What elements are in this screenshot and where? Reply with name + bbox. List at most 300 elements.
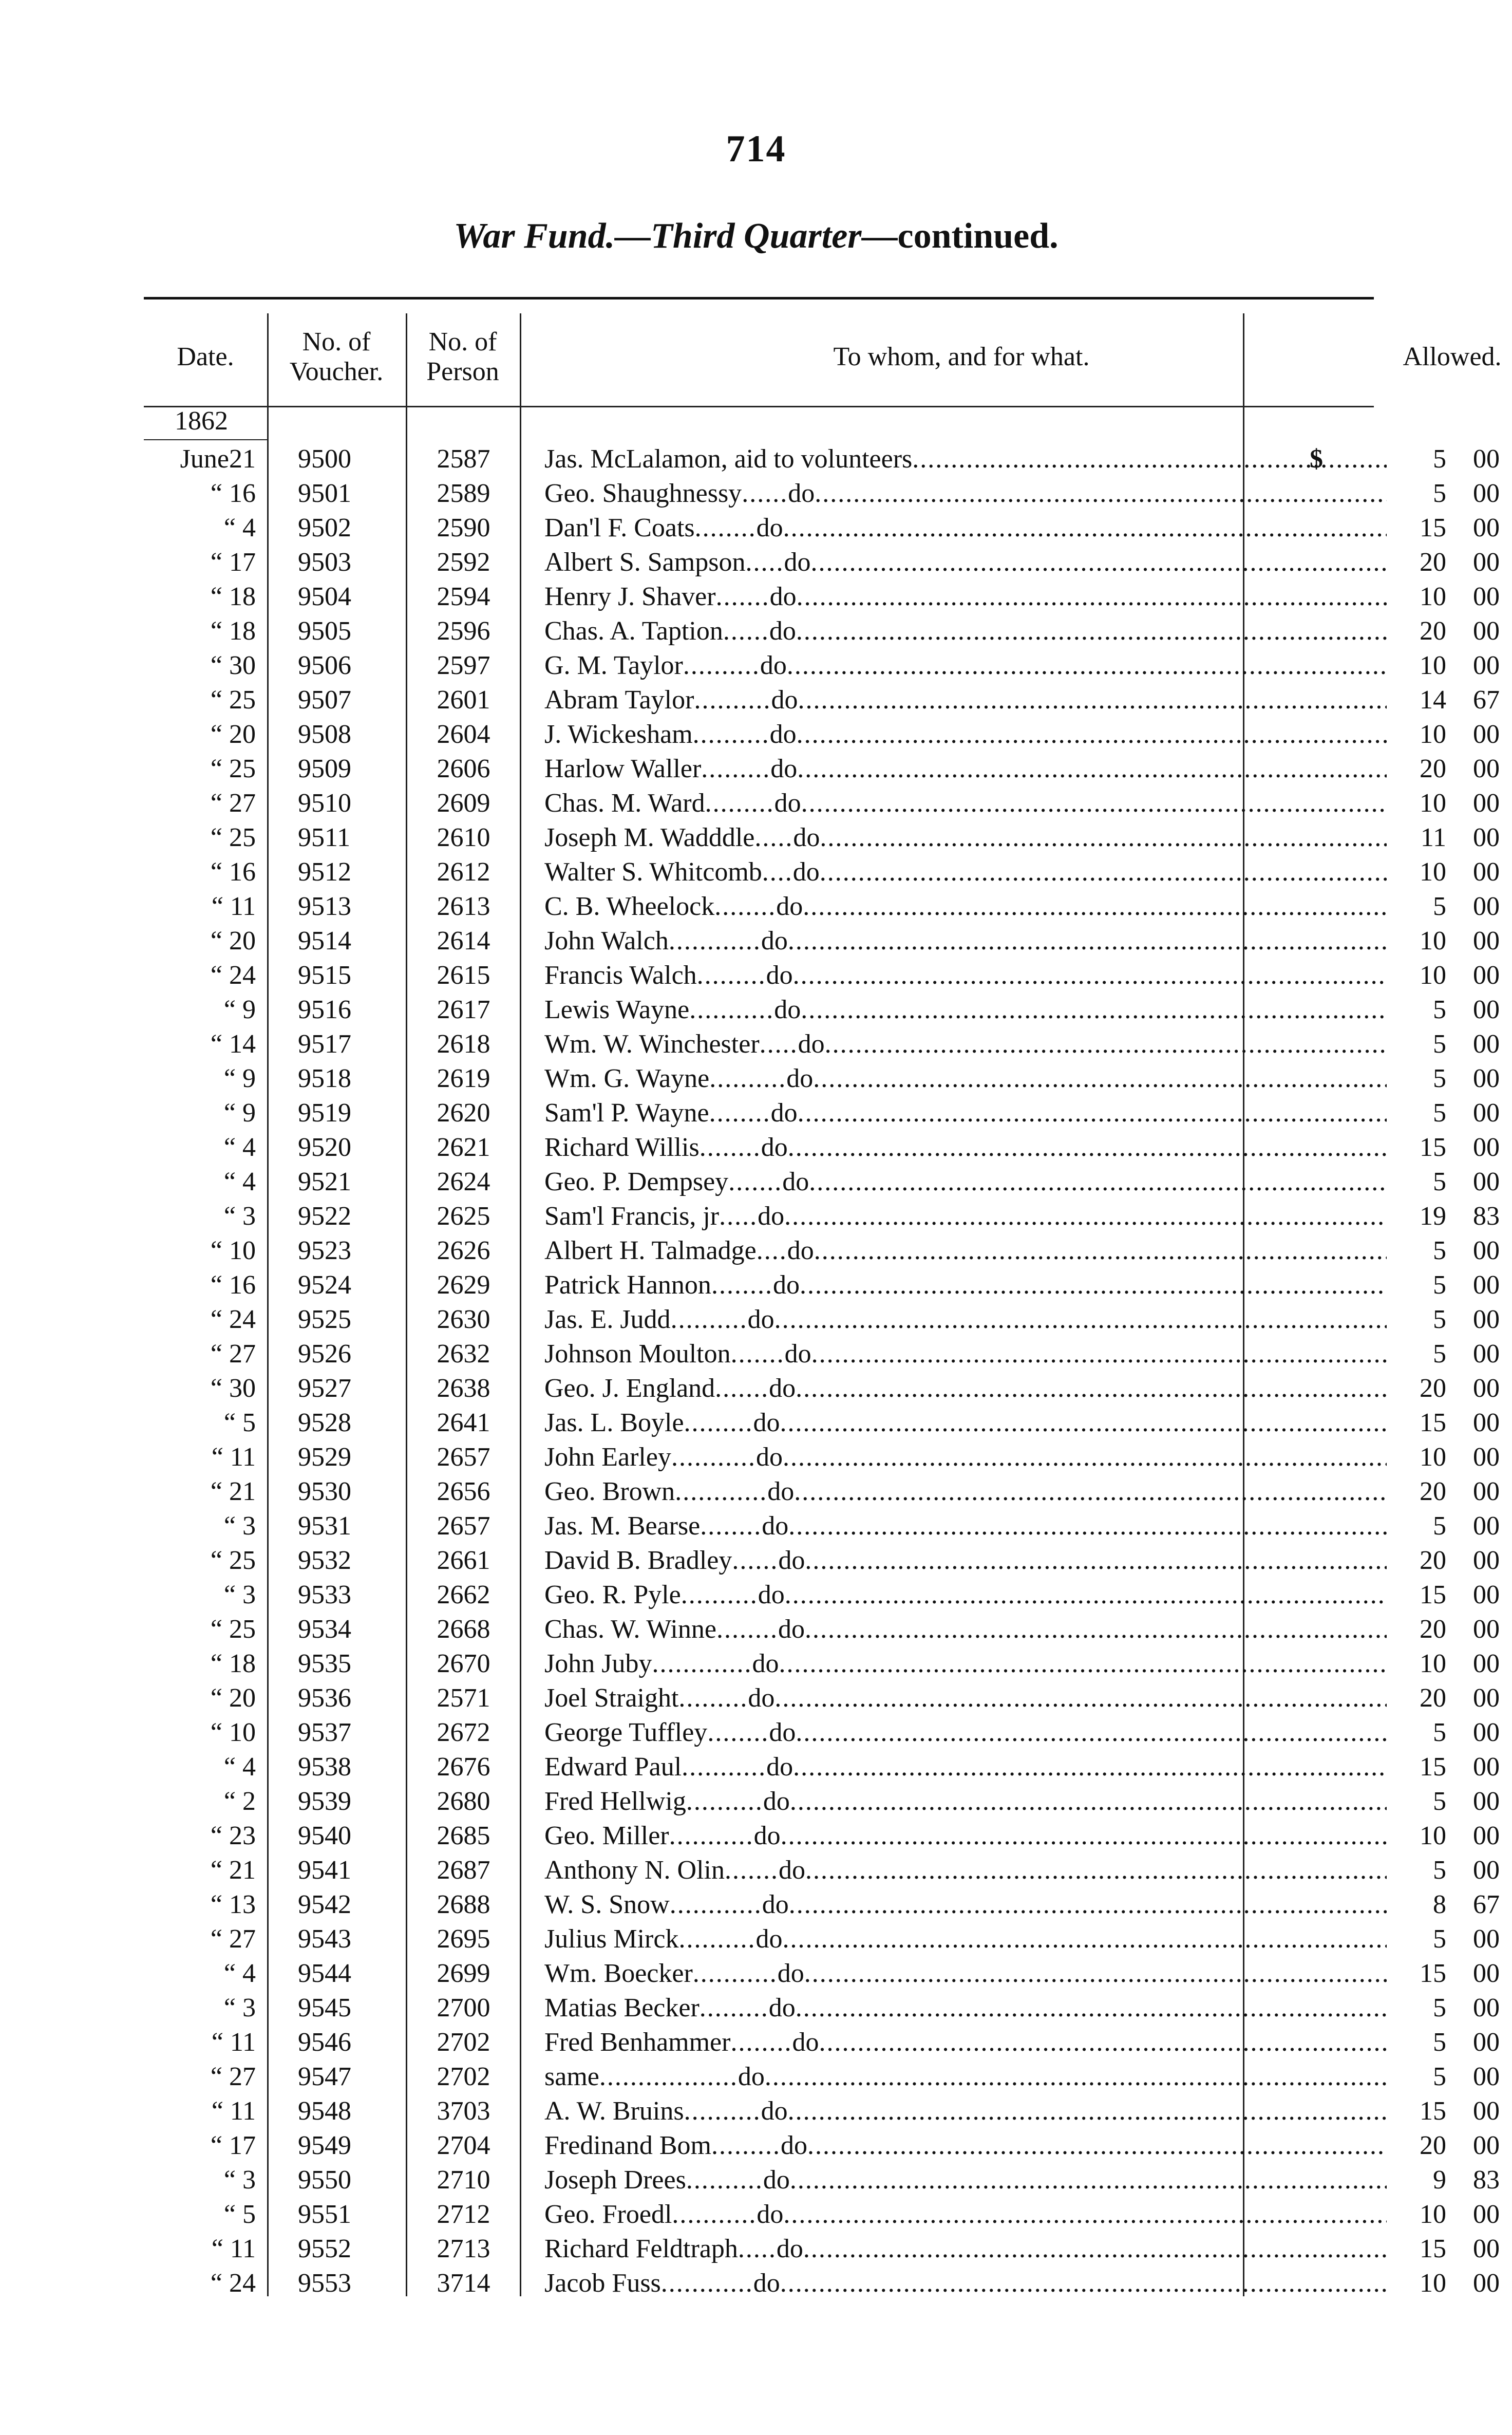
- row-leader: [788, 926, 1387, 956]
- row-dollars: 5: [1433, 1167, 1446, 1196]
- row-leader-pre: ......: [732, 1546, 779, 1575]
- row-name: Jas. M. Bearse: [544, 1511, 701, 1541]
- row-do: do: [784, 1339, 811, 1369]
- row-person: 2609: [437, 789, 490, 818]
- row-do: do: [770, 1098, 798, 1128]
- row-whom: [544, 1061, 1387, 1096]
- row-cents: 00: [1473, 857, 1500, 887]
- row-leader-pre: .......: [730, 1339, 785, 1369]
- table-row: [144, 786, 1500, 820]
- row-cents: 00: [1473, 2269, 1500, 2298]
- row-name: Lewis Wayne: [544, 995, 690, 1024]
- row-whom: [544, 1543, 1387, 1578]
- row-cents: 00: [1473, 444, 1500, 474]
- row-whom: [544, 1199, 1387, 1233]
- row-leader-pre: .........: [705, 789, 774, 818]
- row-dollars: 20: [1420, 1374, 1446, 1403]
- row-leader-pre: ..........: [683, 651, 760, 680]
- row-leader-pre: ............: [660, 2269, 753, 2298]
- row-leader-pre: .....: [738, 2234, 777, 2263]
- row-person: 2606: [437, 754, 490, 783]
- row-dollars: 5: [1433, 479, 1446, 508]
- row-leader-pre: .............: [652, 1649, 752, 1678]
- row-do: do: [778, 1546, 805, 1575]
- row-leader-pre: ....: [762, 857, 793, 887]
- row-name: Albert S. Sampson: [544, 548, 746, 577]
- row-leader: [788, 1133, 1387, 1162]
- row-dollars: 5: [1433, 1511, 1446, 1541]
- row-leader: [811, 1339, 1387, 1369]
- row-amount: [1335, 1543, 1500, 1578]
- row-date: “ 16: [210, 857, 256, 887]
- row-person: 2702: [437, 2028, 490, 2057]
- row-leader-pre: ........: [714, 892, 777, 921]
- row-person: 2687: [437, 1856, 490, 1885]
- row-name: Sam'l P. Wayne: [544, 1098, 709, 1128]
- row-dollars: 10: [1420, 582, 1446, 611]
- page-title: [0, 216, 1512, 257]
- row-amount: [1335, 958, 1500, 992]
- row-voucher: 9541: [298, 1856, 351, 1885]
- row-date: “ 18: [210, 582, 256, 611]
- row-dollars: 5: [1433, 1787, 1446, 1816]
- row-leader: [790, 2165, 1387, 2195]
- row-name: Johnson Moulton: [544, 1339, 731, 1369]
- row-cents: 00: [1473, 479, 1500, 508]
- row-voucher: 9528: [298, 1408, 351, 1437]
- row-name: Wm. Boecker: [544, 1959, 693, 1988]
- row-person: 2657: [437, 1511, 490, 1541]
- row-voucher: 9548: [298, 2096, 351, 2126]
- row-amount: [1335, 1612, 1500, 1646]
- table-row: [144, 1061, 1500, 1096]
- row-do: do: [776, 2234, 803, 2263]
- table-row: [144, 1474, 1500, 1509]
- row-name: Fred Hellwig: [544, 1787, 686, 1816]
- row-cents: 00: [1473, 1993, 1500, 2022]
- row-leader-pre: ............: [668, 926, 761, 956]
- row-cents: 00: [1473, 1649, 1500, 1678]
- row-date: “ 4: [223, 1959, 256, 1988]
- row-whom: [544, 1853, 1387, 1887]
- row-dollars: 15: [1420, 2096, 1446, 2126]
- table-row: [144, 958, 1500, 992]
- row-name: Harlow Waller: [544, 754, 702, 783]
- row-dollars: 10: [1420, 651, 1446, 680]
- row-cents: 00: [1473, 1752, 1500, 1782]
- table-row: [144, 1750, 1500, 1784]
- row-dollars: 15: [1420, 513, 1446, 542]
- row-voucher: 9539: [298, 1787, 351, 1816]
- row-voucher: 9506: [298, 651, 351, 680]
- header-whom: [530, 313, 1393, 401]
- row-amount: [1335, 442, 1500, 476]
- table-row: [144, 1681, 1500, 1715]
- row-person: 2712: [437, 2200, 490, 2229]
- row-leader-pre: ..........: [670, 1305, 748, 1334]
- row-cents: 00: [1473, 892, 1500, 921]
- table-row: [144, 579, 1500, 614]
- table-row: [144, 2128, 1500, 2163]
- row-dollars: 5: [1433, 892, 1446, 921]
- table-row: [144, 511, 1500, 545]
- row-cents: 00: [1473, 548, 1500, 577]
- row-dollars: 10: [1420, 961, 1446, 990]
- row-cents: 00: [1473, 1856, 1500, 1885]
- row-dollars: 15: [1420, 2234, 1446, 2263]
- row-cents: 00: [1473, 1821, 1500, 1850]
- row-do: do: [755, 1443, 783, 1472]
- header-person-line2: Person: [426, 357, 499, 386]
- row-leader: [809, 1167, 1387, 1196]
- row-cents: 83: [1473, 2165, 1500, 2195]
- row-cents: 00: [1473, 2062, 1500, 2091]
- row-cents: 00: [1473, 1477, 1500, 1506]
- table-row: [144, 855, 1500, 889]
- row-amount: [1335, 1440, 1500, 1474]
- row-whom: [544, 1612, 1387, 1646]
- row-name: Joseph Drees: [544, 2165, 686, 2195]
- row-cents: 00: [1473, 2131, 1500, 2160]
- row-do: do: [769, 720, 797, 749]
- ledger-rows: [144, 442, 1500, 2298]
- row-do: do: [758, 1202, 785, 1231]
- table-row: [144, 889, 1500, 924]
- row-person: 2620: [437, 1098, 490, 1128]
- row-leader-pre: .....: [745, 548, 784, 577]
- header-voucher-line1: No. of: [302, 327, 371, 357]
- row-date: “ 3: [223, 2165, 256, 2195]
- header-underline-voucher: [269, 406, 406, 407]
- row-person: 2685: [437, 1821, 490, 1850]
- row-person: 2594: [437, 582, 490, 611]
- row-name: John Earley: [544, 1443, 671, 1472]
- row-name: Fredinand Bom: [544, 2131, 711, 2160]
- row-whom: [544, 1474, 1387, 1509]
- row-do: do: [758, 1580, 785, 1609]
- row-leader-pre: ..................: [599, 2062, 738, 2091]
- row-amount: [1335, 889, 1500, 924]
- row-do: do: [755, 1924, 783, 1954]
- row-date: “ 23: [210, 1821, 256, 1850]
- row-voucher: 9531: [298, 1511, 351, 1541]
- row-whom: [544, 1784, 1387, 1819]
- row-name: Jas. L. Boyle: [544, 1408, 684, 1437]
- row-date: “ 4: [223, 1167, 256, 1196]
- row-whom: [544, 1337, 1387, 1371]
- row-do: do: [774, 789, 801, 818]
- row-dollar-sign: $: [1310, 444, 1323, 474]
- header-date-label: Date.: [177, 342, 234, 371]
- row-cents: 00: [1473, 1236, 1500, 1265]
- row-voucher: 9550: [298, 2165, 351, 2195]
- row-leader: [798, 1098, 1387, 1128]
- row-do: do: [748, 1683, 775, 1713]
- row-dollars: 20: [1420, 548, 1446, 577]
- row-leader: [774, 1683, 1387, 1713]
- row-amount: [1335, 1233, 1500, 1268]
- row-do: do: [761, 2096, 788, 2126]
- row-whom: [544, 786, 1387, 820]
- row-person: 2638: [437, 1374, 490, 1403]
- row-name: Wm. W. Winchester: [544, 1029, 760, 1059]
- row-voucher: 9516: [298, 995, 351, 1024]
- table-row: [144, 683, 1500, 717]
- row-cents: 00: [1473, 1718, 1500, 1747]
- row-dollars: 15: [1420, 1408, 1446, 1437]
- row-cents: 00: [1473, 2096, 1500, 2126]
- row-voucher: 9508: [298, 720, 351, 749]
- row-amount: [1335, 545, 1500, 579]
- row-voucher: 9537: [298, 1718, 351, 1747]
- row-voucher: 9529: [298, 1443, 351, 1472]
- row-cents: 00: [1473, 2028, 1500, 2057]
- row-person: 2601: [437, 685, 490, 715]
- year-label: 1862: [175, 406, 228, 436]
- row-voucher: 9527: [298, 1374, 351, 1403]
- row-amount: [1335, 2059, 1500, 2094]
- row-person: 2672: [437, 1718, 490, 1747]
- row-person: 2587: [437, 444, 490, 474]
- row-whom: [544, 1406, 1387, 1440]
- row-dollars: 15: [1420, 1133, 1446, 1162]
- row-do: do: [787, 1236, 814, 1265]
- row-do: do: [757, 2200, 784, 2229]
- row-cents: 00: [1473, 1270, 1500, 1300]
- row-person: 2613: [437, 892, 490, 921]
- row-cents: 00: [1473, 1133, 1500, 1162]
- row-whom: [544, 1991, 1387, 2025]
- row-leader: [801, 789, 1387, 818]
- row-dollars: 5: [1433, 1339, 1446, 1369]
- row-do: do: [769, 616, 796, 646]
- row-amount: [1335, 2163, 1500, 2197]
- row-amount: [1335, 648, 1500, 683]
- row-date: “ 20: [210, 1683, 256, 1713]
- row-voucher: 9544: [298, 1959, 351, 1988]
- row-date: “ 30: [210, 651, 256, 680]
- table-row: [144, 1956, 1500, 1991]
- row-do: do: [770, 754, 798, 783]
- row-amount: [1335, 2197, 1500, 2232]
- row-person: 2668: [437, 1615, 490, 1644]
- row-dollars: 15: [1420, 1580, 1446, 1609]
- row-name: C. B. Wheelock: [544, 892, 715, 921]
- table-row: [144, 1130, 1500, 1165]
- row-cents: 00: [1473, 1098, 1500, 1128]
- row-person: 3703: [437, 2096, 490, 2126]
- row-do: do: [766, 961, 793, 990]
- row-leader: [781, 1821, 1387, 1850]
- row-voucher: 9549: [298, 2131, 351, 2160]
- row-dollars: 10: [1420, 1821, 1446, 1850]
- row-voucher: 9510: [298, 789, 351, 818]
- row-do: do: [776, 892, 803, 921]
- row-whom: [544, 442, 1387, 476]
- row-leader-pre: ..........: [709, 1064, 787, 1093]
- row-amount: [1335, 1027, 1500, 1061]
- row-date: “ 3: [223, 1993, 256, 2022]
- row-person: 2625: [437, 1202, 490, 1231]
- row-leader-pre: ...........: [671, 1443, 756, 1472]
- row-date: “ 21: [210, 1856, 256, 1885]
- row-dollars: 5: [1433, 1305, 1446, 1334]
- table-row: [144, 820, 1500, 855]
- row-leader: [803, 892, 1387, 921]
- row-amount: [1335, 1715, 1500, 1750]
- row-leader-pre: .....: [754, 823, 793, 852]
- row-name: Geo. Froedl: [544, 2200, 672, 2229]
- row-whom: [544, 958, 1387, 992]
- row-amount: [1335, 1337, 1500, 1371]
- row-leader: [797, 720, 1387, 749]
- row-name: Geo. Shaughnessy: [544, 479, 742, 508]
- row-do: do: [777, 1959, 804, 1988]
- row-amount: [1335, 1681, 1500, 1715]
- row-do: do: [788, 479, 815, 508]
- row-leader-pre: .....: [759, 1029, 798, 1059]
- row-person: 2624: [437, 1167, 490, 1196]
- row-date: “ 25: [210, 754, 256, 783]
- row-dollars: 5: [1433, 1029, 1446, 1059]
- row-cents: 00: [1473, 1064, 1500, 1093]
- row-person: 2662: [437, 1580, 490, 1609]
- row-leader: [814, 1236, 1387, 1265]
- year-underline: [144, 439, 267, 440]
- row-name: Abram Taylor: [544, 685, 694, 715]
- table-row: [144, 1302, 1500, 1337]
- row-name: John Walch: [544, 926, 669, 956]
- row-dollars: 5: [1433, 1270, 1446, 1300]
- row-voucher: 9513: [298, 892, 351, 921]
- row-do: do: [769, 1374, 796, 1403]
- row-name: Matias Becker: [544, 1993, 700, 2022]
- row-person: 2610: [437, 823, 490, 852]
- row-whom: [544, 511, 1387, 545]
- row-leader: [797, 754, 1387, 783]
- row-amount: [1335, 476, 1500, 511]
- table-row: [144, 1096, 1500, 1130]
- row-leader-pre: ............: [669, 1890, 762, 1919]
- row-leader-pre: ........: [711, 1270, 773, 1300]
- row-voucher: 9503: [298, 548, 351, 577]
- row-dollars: 5: [1433, 1924, 1446, 1954]
- row-do: do: [738, 2062, 765, 2091]
- row-voucher: 9511: [298, 823, 351, 852]
- row-whom: [544, 2197, 1387, 2232]
- row-name: Joel Straight: [544, 1683, 679, 1713]
- row-person: 2604: [437, 720, 490, 749]
- row-amount: [1335, 1750, 1500, 1784]
- row-amount: [1335, 752, 1500, 786]
- row-leader: [796, 1993, 1387, 2022]
- row-cents: 00: [1473, 1580, 1500, 1609]
- row-whom: [544, 1956, 1387, 1991]
- row-date: “ 16: [210, 479, 256, 508]
- row-amount: [1335, 1509, 1500, 1543]
- page-number: 714: [726, 128, 786, 170]
- row-whom: [544, 1130, 1387, 1165]
- row-cents: 00: [1473, 1443, 1500, 1472]
- table-row: [144, 2232, 1500, 2266]
- row-voucher: 9532: [298, 1546, 351, 1575]
- row-amount: [1335, 2266, 1500, 2300]
- row-do: do: [778, 1615, 805, 1644]
- row-whom: [544, 545, 1387, 579]
- row-amount: [1335, 924, 1500, 958]
- row-voucher: 9518: [298, 1064, 351, 1093]
- row-amount: [1335, 1165, 1500, 1199]
- row-person: 2619: [437, 1064, 490, 1093]
- row-voucher: 9525: [298, 1305, 351, 1334]
- row-name: Henry J. Shaver: [544, 582, 716, 611]
- row-person: 2612: [437, 857, 490, 887]
- row-person: 2688: [437, 1890, 490, 1919]
- row-date: “ 11: [211, 2096, 256, 2126]
- row-cents: 00: [1473, 1167, 1500, 1196]
- row-cents: 00: [1473, 1787, 1500, 1816]
- row-person: 2618: [437, 1029, 490, 1059]
- row-name: W. S. Snow: [544, 1890, 670, 1919]
- row-leader-pre: .........: [701, 754, 771, 783]
- row-do: do: [761, 1133, 788, 1162]
- row-date: “ 11: [211, 892, 256, 921]
- row-voucher: 9534: [298, 1615, 351, 1644]
- row-voucher: 9514: [298, 926, 351, 956]
- row-leader: [796, 1718, 1387, 1747]
- row-whom: [544, 2266, 1387, 2300]
- row-voucher: 9547: [298, 2062, 351, 2091]
- row-date: “ 27: [210, 1339, 256, 1369]
- row-whom: [544, 1440, 1387, 1474]
- row-whom: [544, 1578, 1387, 1612]
- page-title-italic: War Fund.—Third Quarter: [453, 216, 862, 256]
- row-voucher: 9545: [298, 1993, 351, 2022]
- row-cents: 00: [1473, 823, 1500, 852]
- row-person: 2614: [437, 926, 490, 956]
- row-do: do: [753, 1821, 781, 1850]
- row-date: “ 30: [210, 1374, 256, 1403]
- row-voucher: 9517: [298, 1029, 351, 1059]
- row-dollars: 20: [1420, 1615, 1446, 1644]
- row-leader: [793, 1752, 1387, 1782]
- row-leader: [788, 2096, 1387, 2126]
- row-dollars: 19: [1420, 1202, 1446, 1231]
- row-date: “ 4: [223, 1133, 256, 1162]
- row-voucher: 9524: [298, 1270, 351, 1300]
- row-amount: [1335, 1887, 1500, 1922]
- row-name: same: [544, 2062, 599, 2091]
- row-name: Dan'l F. Coats: [544, 513, 695, 542]
- row-whom: [544, 1027, 1387, 1061]
- row-leader: [810, 548, 1387, 577]
- row-cents: 00: [1473, 582, 1500, 611]
- row-date: “ 10: [210, 1718, 256, 1747]
- row-leader-pre: .......: [725, 1856, 779, 1885]
- row-whom: [544, 2128, 1387, 2163]
- row-person: 2590: [437, 513, 490, 542]
- row-cents: 00: [1473, 1029, 1500, 1059]
- row-date: “ 20: [210, 926, 256, 956]
- table-row: [144, 1337, 1500, 1371]
- row-dollars: 5: [1433, 1993, 1446, 2022]
- table-row: [144, 1233, 1500, 1268]
- row-leader-pre: ....: [756, 1236, 787, 1265]
- row-name: George Tuffley: [544, 1718, 708, 1747]
- table-row: [144, 1268, 1500, 1302]
- table-row: [144, 1165, 1500, 1199]
- row-voucher: 9507: [298, 685, 351, 715]
